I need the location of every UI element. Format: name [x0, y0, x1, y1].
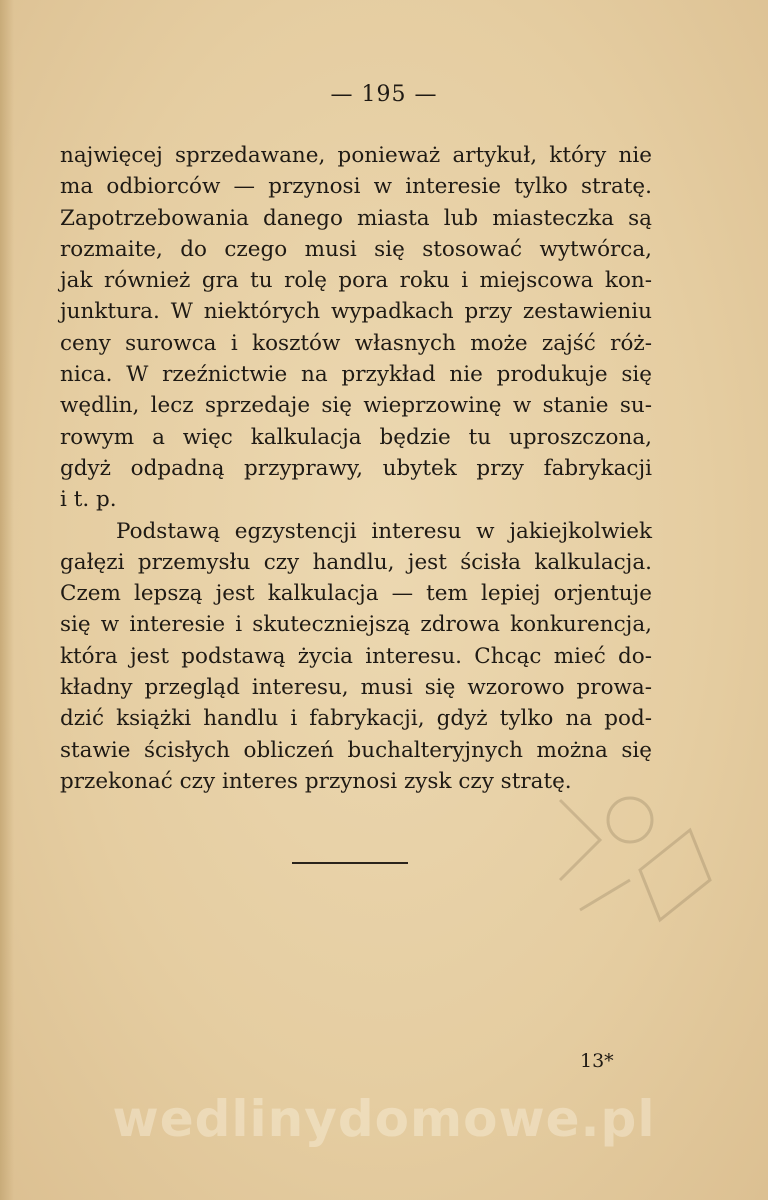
section-rule: [292, 862, 408, 864]
text-line: która jest podstawą życia interesu. Chcąc mieć do-: [60, 643, 652, 669]
body-text: [60, 140, 652, 797]
text-line: się w interesie i skuteczniejszą zdrowa konkurencja,: [60, 612, 652, 638]
text-line: kładny przegląd interesu, musi się wzorowo prowa-: [60, 675, 652, 701]
site-watermark: wedlinydomowe.pl: [112, 1090, 656, 1148]
text-line: nica. W rzeźnictwie na przykład nie produkuje się: [60, 362, 652, 388]
text-line: Zapotrzebowania danego miasta lub miasteczka są: [60, 205, 652, 231]
text-line: ma odbiorców — przynosi w interesie tylko stratę.: [60, 174, 652, 200]
text-line: wędlin, lecz sprzedaje się wieprzowinę w stanie su-: [60, 393, 652, 419]
text-line: jak również gra tu rolę pora roku i miejscowa kon-: [60, 268, 652, 294]
text-line: przekonać czy interes przynosi zysk czy stratę.: [60, 768, 572, 794]
text-line: i t. p.: [60, 487, 117, 513]
text-line: stawie ścisłych obliczeń buchalteryjnych można się: [60, 737, 652, 763]
text-line: gdyż odpadną przyprawy, ubytek przy fabrykacji: [60, 455, 652, 481]
text-line: Podstawą egzystencji interesu w jakiejkolwiek: [116, 518, 652, 544]
text-line: dzić książki handlu i fabrykacji, gdyż tylko na pod-: [60, 706, 652, 732]
printer-signature-mark: 13*: [580, 1050, 614, 1072]
page-number: — 195 —: [330, 82, 438, 107]
text-line: ceny surowca i kosztów własnych może zajść róż-: [60, 330, 652, 356]
text-line: Czem lepszą jest kalkulacja — tem lepiej orjentuje: [60, 581, 652, 607]
library-stamp-icon: [540, 760, 720, 940]
page-binding-edge: [0, 0, 14, 1200]
text-line: junktura. W niektórych wypadkach przy zestawieniu: [60, 299, 652, 325]
text-line: rozmaite, do czego musi się stosować wytwórca,: [60, 236, 652, 262]
text-line: gałęzi przemysłu czy handlu, jest ścisła kalkulacja.: [60, 549, 652, 575]
text-line: rowym a więc kalkulacja będzie tu uproszczona,: [60, 424, 652, 450]
text-line: najwięcej sprzedawane, ponieważ artykuł, który nie: [60, 143, 652, 168]
